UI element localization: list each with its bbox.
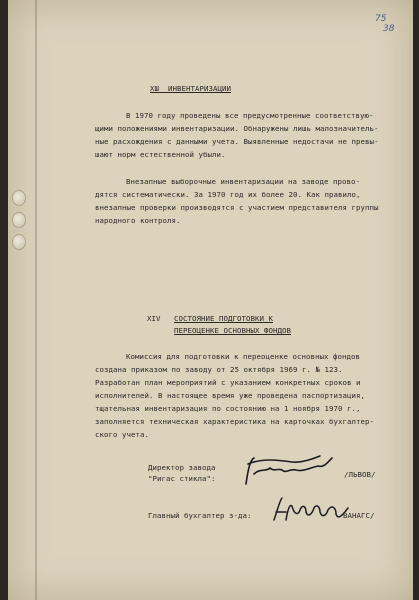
text-line: исполнителей. В настоящее время уже проведена паспортизация, — [95, 391, 365, 400]
section14-number: XIV — [147, 314, 161, 323]
text-line: дятся систематически. За 1970 год их более 20. Как правило, — [95, 190, 361, 199]
director-company: "Ригас стикла": — [148, 474, 216, 483]
accountant-name: ВАНАГС/ — [343, 511, 375, 520]
text-line: Разработан план мероприятий с указанием конкретных сроков и — [95, 378, 361, 387]
binder-hole — [12, 190, 26, 206]
folio-number-top: 75 — [375, 14, 387, 24]
text-line: народного контроля. — [95, 216, 181, 225]
binder-hole — [12, 234, 26, 250]
text-line: заполняется техническая характеристика на карточках бухгалтер- — [95, 417, 374, 426]
document-page — [8, 0, 413, 600]
text-line: Комиссия для подготовки к переоценке основных фондов — [126, 352, 360, 361]
director-name: /ЛЬВОВ/ — [344, 470, 376, 479]
text-line: внезапные проверки производятся с участием представителя группы — [95, 203, 379, 212]
director-signature — [240, 450, 340, 490]
folio-number-bottom: 38 — [383, 24, 395, 34]
text-line: тщательная инвентаризация по состоянию на 1 ноября 1970 г., — [95, 404, 361, 413]
binder-hole — [12, 212, 26, 228]
text-line: Внезапные выборочные инвентаризации на заводе прово- — [126, 177, 360, 186]
text-line: ского учета. — [95, 430, 149, 439]
text-line: создана приказом по заводу от 25 октября 1969 г. № 123. — [95, 365, 343, 374]
section14-heading-line2: ПЕРЕОЦЕНКЕ ОСНОВНЫХ ФОНДОВ — [174, 326, 291, 335]
text-line: ные расхождения с данными учета. Выявленные недостачи не превы- — [95, 137, 379, 146]
text-line: щими положениями инвентаризации. Обнаружены лишь малозначитель- — [95, 124, 379, 133]
text-line: шают норм естественной убыли. — [95, 150, 226, 159]
accountant-signature — [270, 494, 352, 526]
director-title: Директор завода — [148, 463, 216, 472]
text-line: В 1970 году проведены все предусмотренные соответствую- — [126, 111, 374, 120]
accountant-title: Главный бухгалтер з-да: — [148, 511, 252, 520]
page-fold — [35, 0, 37, 600]
section14-heading-line1: СОСТОЯНИЕ ПОДГОТОВКИ К — [174, 314, 273, 323]
section13-heading: XШ ИНВЕНТАРИЗАЦИИ — [150, 84, 231, 93]
